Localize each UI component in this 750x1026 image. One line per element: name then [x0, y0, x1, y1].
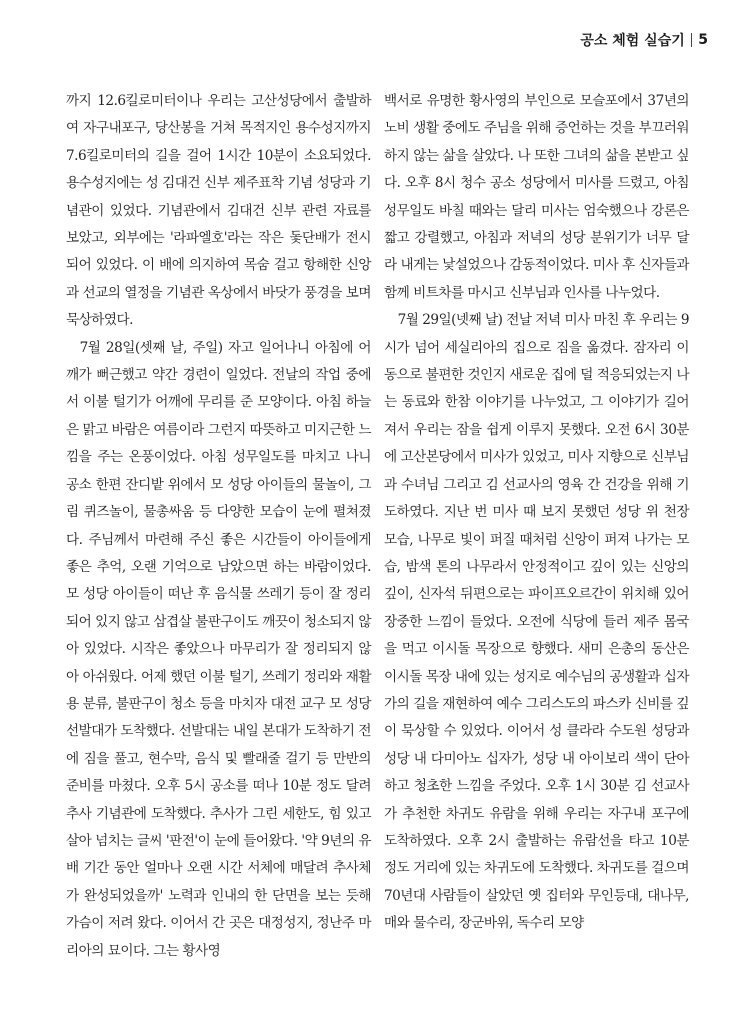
- paragraph: 7월 28일(셋째 날, 주일) 자고 일어나니 아침에 어깨가 뻐근했고 약간 경련이 일었다. 전날의 작업 중에서 이불 털기가 어깨에 무리를 준 모양이다. 아침 하늘은 맑고 바람은 여름이라 그런지 따뜻하고 미지근한 느낌을 주는 온풍이었다. 아침 성무일도를 마치고 나니 공소 한편 잔디밭 위에서 모 성당 아이들의 물놀이, 그림 퀴즈놀이, 물총싸움 등 다양한 모습이 눈에 펼쳐졌다. 주님께서 마련해 주신 좋은 시간들이 아이들에게 좋은 추억, 오랜 기억으로 남았으면 하는 바람이었다. 모 성당 아이들이 떠난 후 음식물 쓰레기 등이 잘 정리되어 있지 않고 삼겹살 불판구이도 깨끗이 청소되지 않아 있었다. 시작은 좋았으나 마무리가 잘 정리되지 않아 아쉬웠다. 어제 했던 이불 털기, 쓰레기 정리와 재활용 분류, 불판구이 청소 등을 마치자 대전 교구 모 성당 선발대가 도착했다. 선발대는 내일 본대가 도착하기 전에 짐을 풀고, 현수막, 음식 및 빨래줄 걸기 등 만반의 준비를 마쳤다. 오후 5시 공소를 떠나 10분 정도 달려 추사 기념관에 도착했다. 추사가 그린 세한도, 힘 있고 살아 넘치는 글씨 '판전'이 눈에 들어왔다. '약 9년의 유배 기간 동안 얼마나 오랜 시간 서체에 매달려 추사체가 완성되었을까' 노력과 인내의 한 단면을 보는 듯해 가슴이 저려 왔다. 이어서 간 곳은 대정성지, 정난주 마리아의 묘이다. 그는 황사영: [66, 339, 371, 959]
- page-header: [580, 30, 708, 50]
- header-divider: [691, 33, 693, 47]
- paragraph: 7월 29일(넷째 날) 전날 저녁 미사 마친 후 우리는 9시가 넘어 세실리아의 집으로 짐을 옮겼다. 잠자리 이동으로 불편한 것인지 새로운 집에 덜 적응되었는지 나는 동료와 한참 이야기를 나누었고, 그 이야기가 길어져서 우리는 잠을 쉽게 이루지 못했다. 오전 6시 30분에 고산본당에서 미사가 있었고, 미사 지향으로 신부님과 수녀님 그리고 김 선교사의 영육 간 건강을 위해 기도하였다. 지난 번 미사 때 보지 못했던 성당 위 천장 모습, 나무로 빛이 퍼질 때처럼 신앙이 퍼져 나가는 모습, 밤색 톤의 나무라서 안정적이고 깊이 있는 신앙의 깊이, 신자석 뒤편으로는 파이프오르간이 위치해 있어 장중한 느낌이 들었다. 오전에 식당에 들러 제주 몸국을 먹고 이시돌 목장으로 향했다. 새미 은총의 동산은 이시돌 목장 내에 있는 성지로 예수님의 공생활과 십자가의 길을 재현하여 예수 그리스도의 파스카 신비를 깊이 묵상할 수 있었다. 이어서 성 클라라 수도원 성당과 성당 내 다미아노 십자가, 성당 내 아이보리 색이 단아하고 청초한 느낌을 주었다. 오후 1시 30분 김 선교사가 추천한 차귀도 유람을 위해 우리는 자구내 포구에 도착하였다. 오후 2시 출발하는 유람선을 타고 10분 정도 거리에 있는 차귀도에 도착했다. 차귀도를 걸으며 70년대 사람들이 살았던 옛 집터와 무인등대, 대나무, 매와 물수리, 장군바위, 독수리 모양: [384, 312, 689, 932]
- right-column: [384, 88, 689, 938]
- paragraph: 백서로 유명한 황사영의 부인으로 모슬포에서 37년의 노비 생활 중에도 주님을 위해 증언하는 것을 부끄러워하지 않는 삶을 살았다. 나 또한 그녀의 삶을 본받고 싶다. 오후 8시 청수 공소 성당에서 미사를 드렸고, 아침 성무일도 바칠 때와는 달리 미사는 엄숙했으나 강론은 짧고 강렬했고, 아침과 저녁의 성당 분위기가 너무 달라 내게는 낯설었으나 감동적이었다. 미사 후 신자들과 함께 비트차를 마시고 신부님과 인사를 나누었다.: [384, 93, 689, 301]
- left-column: [66, 88, 371, 965]
- page-number: 5: [698, 32, 708, 48]
- paragraph: 까지 12.6킬로미터이나 우리는 고산성당에서 출발하여 자구내포구, 당산봉을 거쳐 목적지인 용수성지까지 7.6킬로미터의 길을 걸어 1시간 10분이 소요되었다. 용수성지에는 성 김대건 신부 제주표착 기념 성당과 기념관이 있었다. 기념관에서 김대건 신부 관련 자료를 보았고, 외부에는 '라파엘호'라는 작은 돛단배가 전시되어 있었다. 이 배에 의지하여 목숨 걸고 항해한 신앙과 선교의 열정을 기념관 옥상에서 바닷가 풍경을 보며 묵상하였다.: [66, 93, 371, 329]
- section-title: 공소 체험 실습기: [580, 33, 685, 49]
